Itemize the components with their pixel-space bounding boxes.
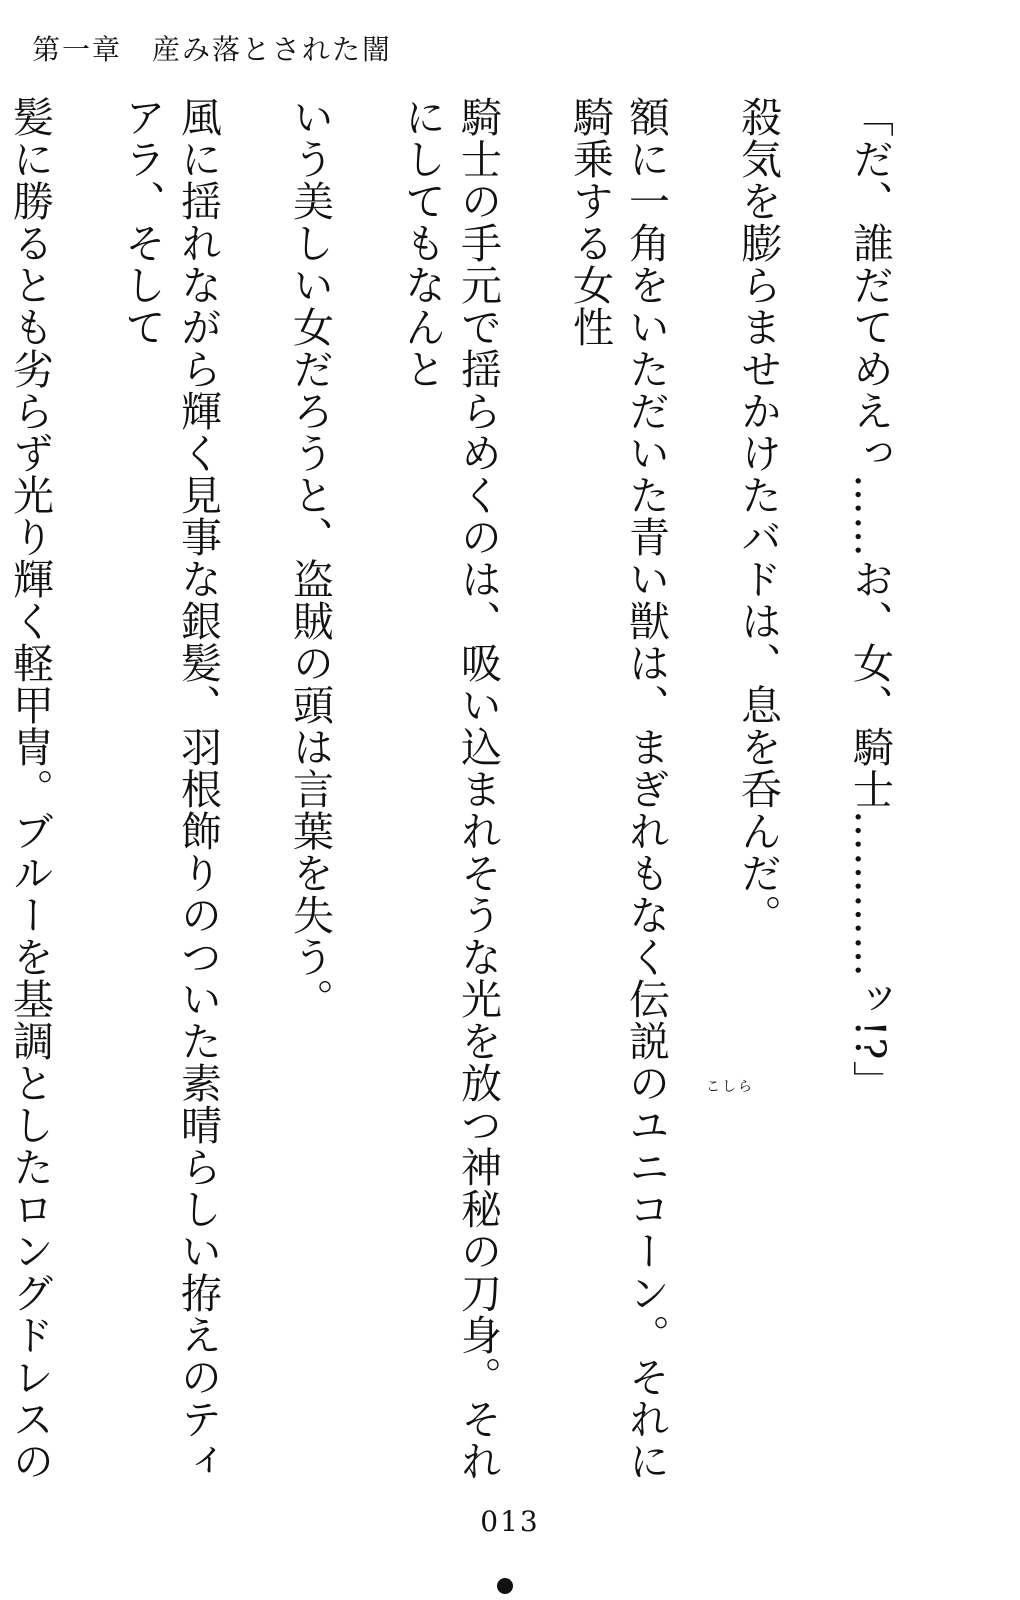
text-line: 風に揺れながら輝く見事な銀髪、羽根飾りのついた素晴らしい拵えのティアラ、そして (118, 96, 222, 1482)
text-line: 額に一角をいただいた青い獣は、まぎれもなく伝説のユニコーン。それに騎乗する女性 (566, 96, 670, 1482)
text-line: 騎士の手元で揺らめくのは、吸い込まれそうな光を放つ神秘の刀身。それにしてもなんと (398, 96, 502, 1482)
body-text (0, 96, 954, 1511)
text-line: いう美しい女だろうと、盗賊の頭は言葉を失う。 (286, 96, 334, 1020)
ruby-annotation: こしら (706, 1079, 754, 1095)
text-line: 「だ、誰だてめえっ……お、女、騎士…………ッ!?」 (846, 96, 894, 1103)
folio-dot-ornament (497, 1578, 513, 1594)
text-line: 殺気を膨らませかけたバドは、息を呑んだ。 (734, 96, 782, 936)
text-line: 髪に勝るとも劣らず光り輝く軽甲冑。ブルーを基調としたロングドレスの (6, 96, 54, 1482)
running-head: 第一章 産み落とされた闇 (32, 33, 393, 66)
page-number: 013 (480, 1505, 540, 1538)
